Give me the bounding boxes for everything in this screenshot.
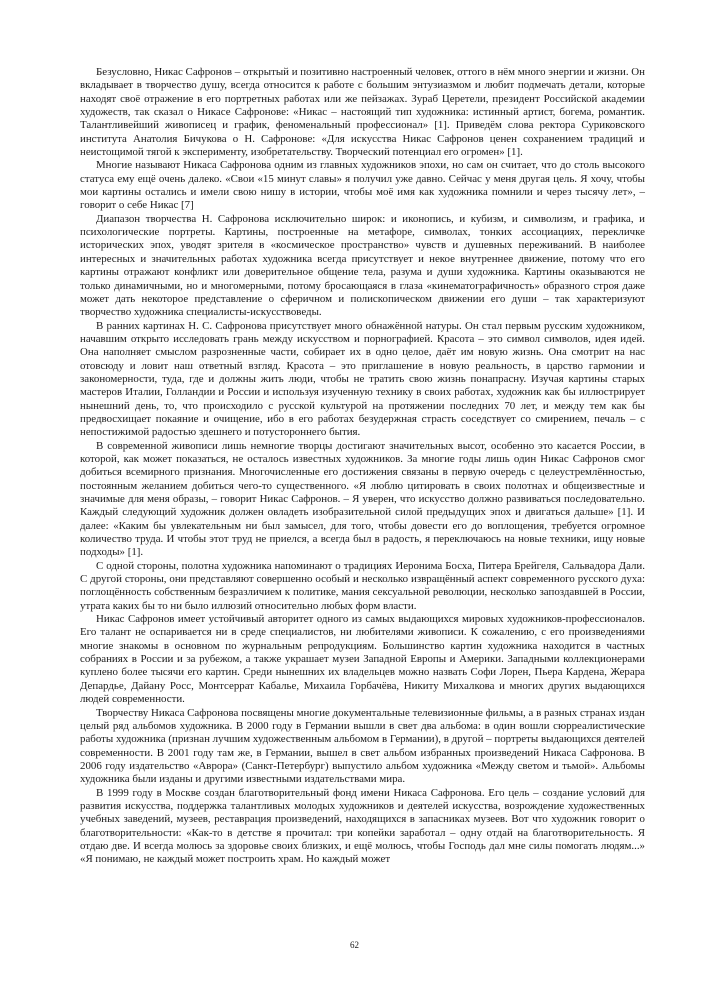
paragraph-6: С одной стороны, полотна художника напоминают о традициях Иеронима Босха, Питера Брейгеля, Сальвадора Дали. С другой стороны, они представляют совершенно особый и несколько извращённый аспект современного русского духа: поглощённость собственным безразличием к политике, мания сексуальной революции, несколько запоздавшей в России, утрата каких бы то ни было иллюзий относительно любых форм власти. — [80, 559, 645, 612]
paragraph-3: Диапазон творчества Н. Сафронова исключительно широк: и иконопись, и кубизм, и символизм, и графика, и психологические портреты. Картины, построенные на метафоре, символах, тонких ассоциациях, перекличке исторических эпох, уводят зрителя в «космическое пространство» чувств и душевных переживаний. В наиболее интересных и значительных работах художника всегда присутствует и некое внутреннее движение, потому что его картины отражают конфликт или доверительное общение тела, разума и души художника. Картины оказываются не только динамичными, но и многомерными, потому бросающаяся в глаза «кинематографичность» образного строя даже может дать некоторое представление о сферичном и полископическом движении его души – так характеризуют творчество художника специалисты-искусствоведы. — [80, 212, 645, 319]
page-number: 62 — [350, 940, 359, 950]
paragraph-2: Многие называют Никаса Сафронова одним из главных художников эпохи, но сам он считает, что до столь высокого статуса ему ещё очень далеко. «Свои «15 минут славы» я получил уже давно. Сейчас у меня другая цель. Я хочу, чтобы мои картины остались и имели свою нишу в истории, чтобы моё имя как художника помнили и через тысячу лет», – говорит о себе Никас [7] — [80, 159, 645, 212]
paragraph-1: Безусловно, Никас Сафронов – открытый и позитивно настроенный человек, оттого в нём много энергии и жизни. Он вкладывает в творчество душу, всегда относится к работе с большим энтузиазмом и любит подмечать детали, которые находят своё отражение в его портретных работах или же пейзажах. Зураб Церетели, президент Российской академии художеств, так сказал о Никасе Сафронове: «Никас – настоящий тип художника: истинный артист, богема, романтик. Талантливейший живописец и график, феноменальный профессионал» [1]. Приведём слова ректора Суриковского института Анатолия Бичукова о Н. Сафронове: «Для искусства Никас Сафронов ценен сохранением традиций и неистощимой тягой к эксперименту, изобретательству. Творческий потенциал его огромен» [1]. — [80, 66, 645, 159]
paragraph-5: В современной живописи лишь немногие творцы достигают значительных высот, особенно это касается России, в которой, как может показаться, не осталось известных художников. За многие годы лишь один Никас Сафронов смог добиться всемирного признания. Многочисленные его достижения связаны в первую очередь с целеустремлённостью, постоянным желанием добиться чего-то существенного. «Я люблю цитировать в своих полотнах и общеизвестные и значимые для меня образы, – говорит Никас Сафронов. – Я уверен, что искусство должно развиваться последовательно. Каждый следующий художник должен овладеть изобразительной силой предыдущих эпох и двигаться дальше» [1]. И далее: «Каким бы увлекательным ни был замысел, для того, чтобы довести его до воплощения, требуется огромное количество труда. И чтобы этот труд не приелся, а всегда был в радость, я переключаюсь на новые техники, ищу новые подходы» [1]. — [80, 439, 645, 559]
paragraph-4: В ранних картинах Н. С. Сафронова присутствует много обнажённой натуры. Он стал первым русским художником, начавшим открыто исследовать грань между искусством и порнографией. Красота – это символ символов, идея идей. Она наполняет смыслом разрозненные части, собирает их в одно целое, даёт им новую жизнь. Она смотрит на нас отовсюду и ловит наш ответный взгляд. Красота – это приглашение в новую реальность, в царство гармонии и закономерности, туда, где и должны жить люди, чтобы не тратить свою жизнь понапрасну. Изучая картины старых мастеров Италии, Голландии и России и используя изученную технику в своих работах, художник как бы иллюстрирует нынешний день, то, что происходило с русской культурой на протяжении последних 70 лет, и между тем как бы предвосхищает покаяние и очищение, ибо в его работах безудержная страсть соседствует со смирением, печаль – с непостижимой радостью здешнего и потустороннего бытия. — [80, 319, 645, 439]
paragraph-8: Творчеству Никаса Сафронова посвящены многие документальные телевизионные фильмы, а в разных странах издан целый ряд альбомов художника. В 2000 году в Германии вышли в свет два альбома: в один вошли сюрреалистические работы художника (признан лучшим художественным альбомом в Германии), в другой – портреты выдающихся деятелей современности. В 2001 году там же, в Германии, вышел в свет альбом избранных произведений Никаса Сафронова. В 2006 году издательство «Аврора» (Санкт-Петербург) выпустило альбом художника «Между светом и тьмой». Альбомы художника были изданы и другими известными издательствами мира. — [80, 706, 645, 786]
body-text — [80, 66, 645, 867]
paragraph-9: В 1999 году в Москве создан благотворительный фонд имени Никаса Сафронова. Его цель – создание условий для развития искусства, поддержка талантливых молодых художников и деятелей искусства, возрождение художественных учебных заведений, музеев, реставрация произведений, находящихся в запасниках музеев. Вот что художник говорит о благотворительности: «Как-то в детстве я прочитал: три копейки заработал – одну отдай на благотворительность. Я отдаю две. И всегда молюсь за здоровье своих близких, и ещё молюсь, чтобы Господь дал мне силы помогать людям...» «Я понимаю, не каждый может построить храм. Но каждый может — [80, 786, 645, 866]
paragraph-7: Никас Сафронов имеет устойчивый авторитет одного из самых выдающихся мировых художников-профессионалов. Его талант не оспаривается ни в среде специалистов, ни любителями живописи. К сожалению, с его произведениями многие знакомы в основном по журнальным репродукциям. Большинство картин художника находится в частных собраниях в России и за рубежом, а также украшает музеи Западной Европы и Америки. Западными коллекционерами куплено более тысячи его картин. Среди нынешних их владельцев можно назвать Софи Лорен, Пьера Кардена, Жерара Депардье, Дайану Росс, Монтсеррат Кабалье, Михаила Горбачёва, Никиту Михалкова и многих других выдающихся людей современности. — [80, 613, 645, 706]
